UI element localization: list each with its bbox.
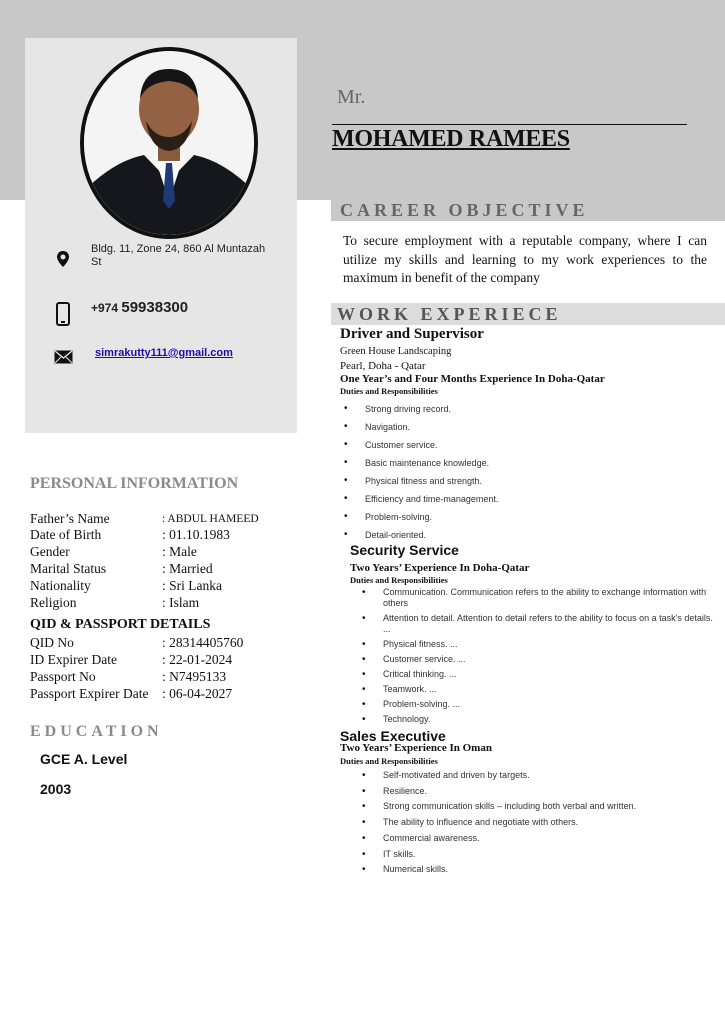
info-label: Passport No <box>30 669 96 684</box>
list-item: • The ability to influence and negotiate with others. <box>359 815 717 831</box>
phone-text[interactable] <box>91 299 188 316</box>
info-label: Father’s Name <box>30 511 110 526</box>
list-item: • IT skills. <box>359 847 717 863</box>
info-value: : Islam <box>162 595 200 610</box>
passport-title: QID & PASSPORT DETAILS <box>30 617 211 632</box>
list-item: • Detail-oriented. <box>341 526 711 544</box>
info-value: : N7495133 <box>162 669 227 684</box>
list-item: • Attention to detail. Attention to detail refers to the ability to focus on a task's details. ... <box>359 613 717 635</box>
job-experience: One Year’s and Four Months Experience In Doha-Qatar <box>340 373 605 385</box>
info-value: : 01.10.1983 <box>162 527 230 542</box>
list-item: • Problem-solving. <box>341 508 711 526</box>
salutation: Mr. <box>337 86 366 108</box>
list-item: • Physical fitness. ... <box>359 639 717 650</box>
education-year: 2003 <box>40 781 72 797</box>
list-item: • Critical thinking. ... <box>359 669 717 680</box>
location-pin-icon <box>54 250 72 268</box>
duty-list <box>359 768 717 878</box>
list-item: • Basic maintenance knowledge. <box>341 454 711 472</box>
personal-info-title: PERSONAL INFORMATION <box>30 475 239 492</box>
profile-photo <box>80 47 258 239</box>
career-objective-text: To secure employment with a reputable company, where I can utilize my skills and learning to my work experiences to the maximum in benefit of the company <box>343 233 707 285</box>
company-name: Green House Landscaping <box>340 346 452 357</box>
info-value: : ABDUL HAMEED <box>162 513 259 525</box>
info-label: Gender <box>30 544 70 559</box>
info-value: : 28314405760 <box>162 635 244 650</box>
duties-label: Duties and Responsibilities <box>340 756 438 766</box>
work-experience-title: WORK EXPERIECE <box>337 304 562 324</box>
list-item: • Resilience. <box>359 784 717 800</box>
list-item: • Customer service. ... <box>359 654 717 665</box>
job-title: Security Service <box>350 542 459 558</box>
info-label: Religion <box>30 595 77 610</box>
education-level: GCE A. Level <box>40 751 128 767</box>
info-value: : Sri Lanka <box>162 578 222 593</box>
info-value: : 22-01-2024 <box>162 652 233 667</box>
info-label: QID No <box>30 635 74 650</box>
job-experience: Two Years’ Experience In Oman <box>340 742 492 754</box>
info-label: Marital Status <box>30 561 107 576</box>
job-title: Driver and Supervisor <box>340 326 484 342</box>
list-item: • Communication. Communication refers to the ability to exchange information with others <box>359 587 717 609</box>
list-item: • Strong driving record. <box>341 400 711 418</box>
email-link[interactable]: simrakutty111@gmail.com <box>95 347 233 359</box>
info-label: Nationality <box>30 578 91 593</box>
envelope-icon <box>54 350 73 364</box>
full-name: MOHAMED RAMEES <box>332 126 570 152</box>
job-experience: Two Years’ Experience In Doha-Qatar <box>350 562 530 574</box>
name-divider <box>332 124 687 125</box>
info-value: : 06-04-2027 <box>162 686 233 701</box>
info-value: : Married <box>162 561 213 576</box>
education-title: EDUCATION <box>30 723 163 740</box>
info-label: Date of Birth <box>30 527 102 542</box>
job-title: Sales Executive <box>340 728 446 744</box>
list-item: • Navigation. <box>341 418 711 436</box>
list-item: • Customer service. <box>341 436 711 454</box>
list-item: • Physical fitness and strength. <box>341 472 711 490</box>
list-item: • Efficiency and time-management. <box>341 490 711 508</box>
list-item: • Commercial awareness. <box>359 831 717 847</box>
list-item: • Strong communication skills – including both verbal and written. <box>359 799 717 815</box>
info-label: ID Expirer Date <box>30 652 117 667</box>
list-item: • Numerical skills. <box>359 862 717 878</box>
info-value: : Male <box>162 544 197 559</box>
mobile-phone-icon <box>55 302 71 326</box>
list-item: • Technology. <box>359 714 717 725</box>
duty-list <box>359 587 717 725</box>
address-text: Bldg. 11, Zone 24, 860 Al Muntazah St <box>91 243 266 268</box>
career-objective-title: CAREER OBJECTIVE <box>340 200 589 220</box>
phone-prefix: +974 <box>91 301 119 315</box>
duties-label: Duties and Responsibilities <box>350 575 448 585</box>
job-location: Pearl, Doha - Qatar <box>340 360 426 372</box>
phone-number: 59938300 <box>121 299 189 316</box>
info-label: Passport Expirer Date <box>30 686 149 701</box>
list-item: • Teamwork. ... <box>359 684 717 695</box>
list-item: • Self-motivated and driven by targets. <box>359 768 717 784</box>
duty-list <box>341 400 711 544</box>
duties-label: Duties and Responsibilities <box>340 386 438 396</box>
list-item: • Problem-solving. ... <box>359 699 717 710</box>
